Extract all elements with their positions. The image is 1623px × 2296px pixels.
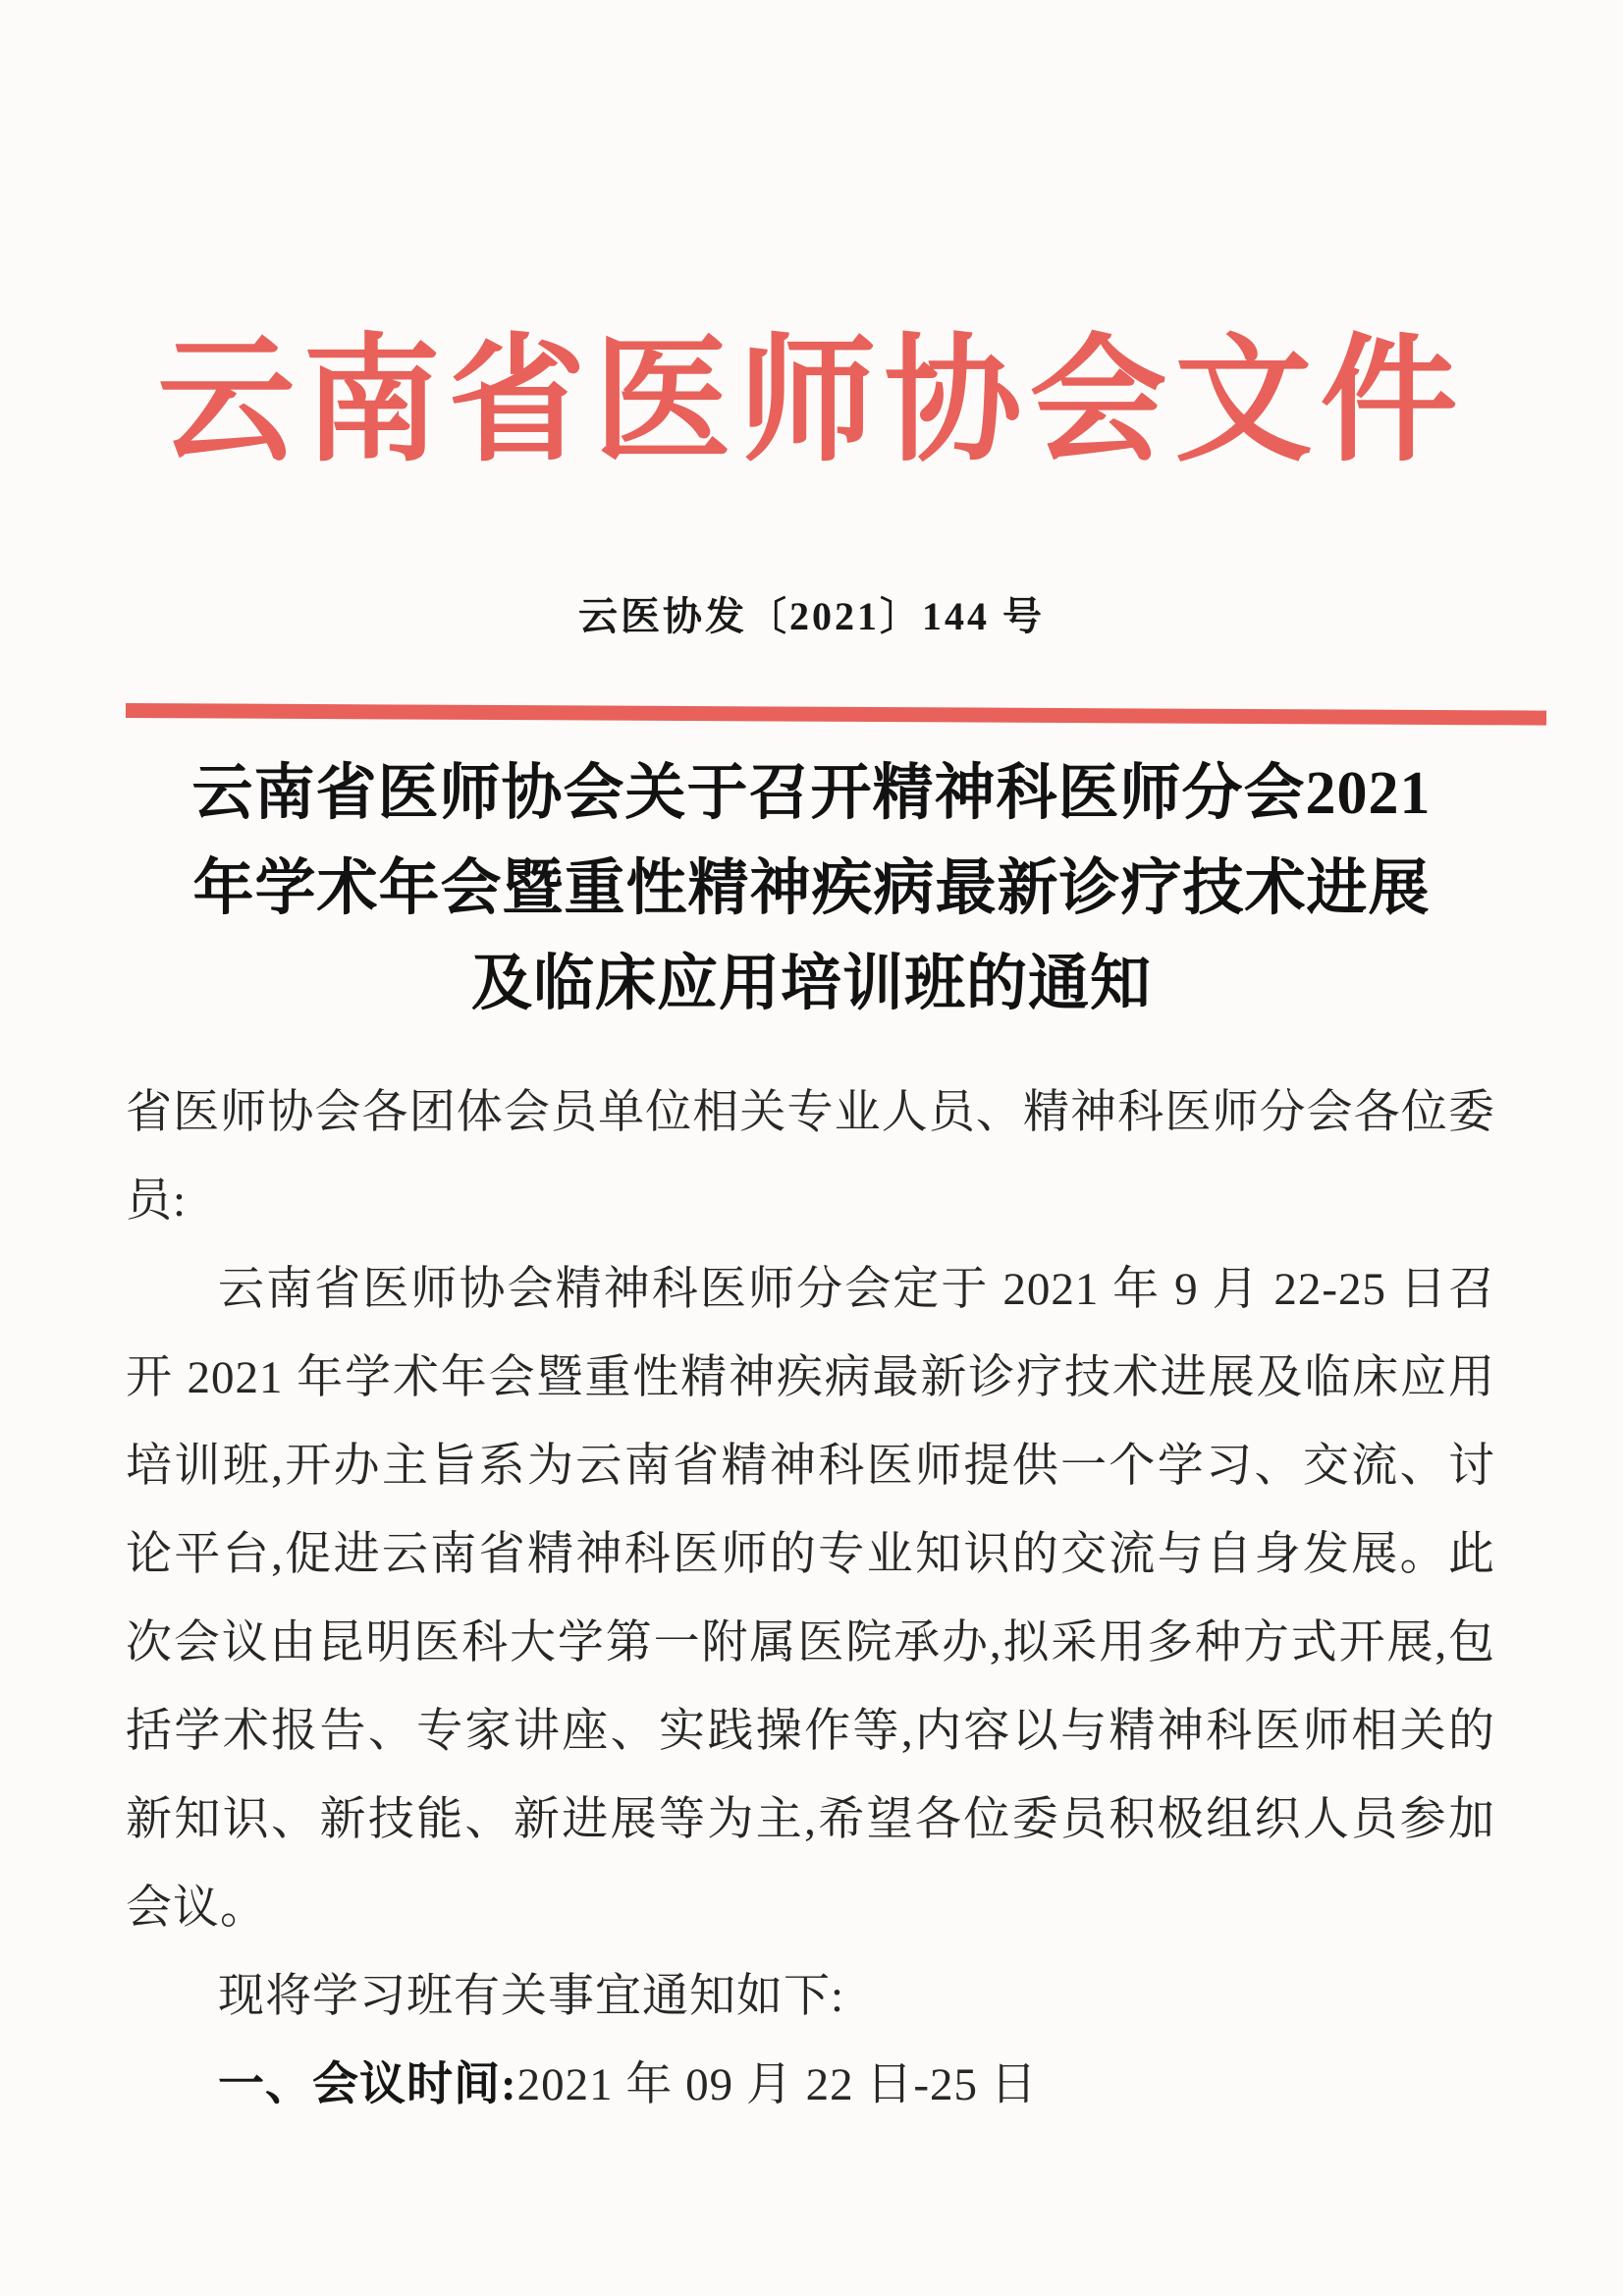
meeting-time-value: 2021 年 09 月 22 日-25 日: [516, 2059, 1038, 2110]
meeting-time-label: 一、会议时间:: [218, 2059, 517, 2110]
body-paragraph-intro-list: 现将学习班有关事宜通知如下:: [218, 1971, 845, 2022]
document-title-line-2: 年学术年会暨重性精神疾病最新诊疗技术进展: [192, 855, 1431, 922]
meeting-time-item: [126, 2041, 1495, 2129]
document-body: [126, 1068, 1495, 2129]
document-title-line-3: 及临床应用培训班的通知: [470, 951, 1152, 1017]
document-number: 云医协发〔2021〕144 号: [578, 594, 1045, 638]
salutation-paragraph: 省医师协会各团体会员单位相关专业人员、精神科医师分会各位委员:: [126, 1087, 1495, 1227]
document-title-line-1: 云南省医师协会关于召开精神科医师分会2021: [191, 760, 1432, 827]
red-divider-line: [126, 703, 1546, 726]
document-title: [108, 746, 1515, 1032]
body-paragraph-main: 云南省医师协会精神科医师分会定于 2021 年 9 月 22-25 日召开 2021 年学术年会暨重性精神疾病最新诊疗技术进展及临床应用培训班,开办主旨系为云南省精神科医师提供一个学习、交流、讨论平台,促进云南省精神科医师的专业知识的交流与自身发展。此次会议由昆明医科大学第一附属医院承办,拟采用多种方式开展,包括学术报告、专家讲座、实践操作等,内容以与精神科医师相关的新知识、新技能、新进展等为主,希望各位委员积极组织人员参加会议。: [126, 1264, 1495, 1934]
masthead-org-title: 云南省医师协会文件: [157, 326, 1466, 478]
